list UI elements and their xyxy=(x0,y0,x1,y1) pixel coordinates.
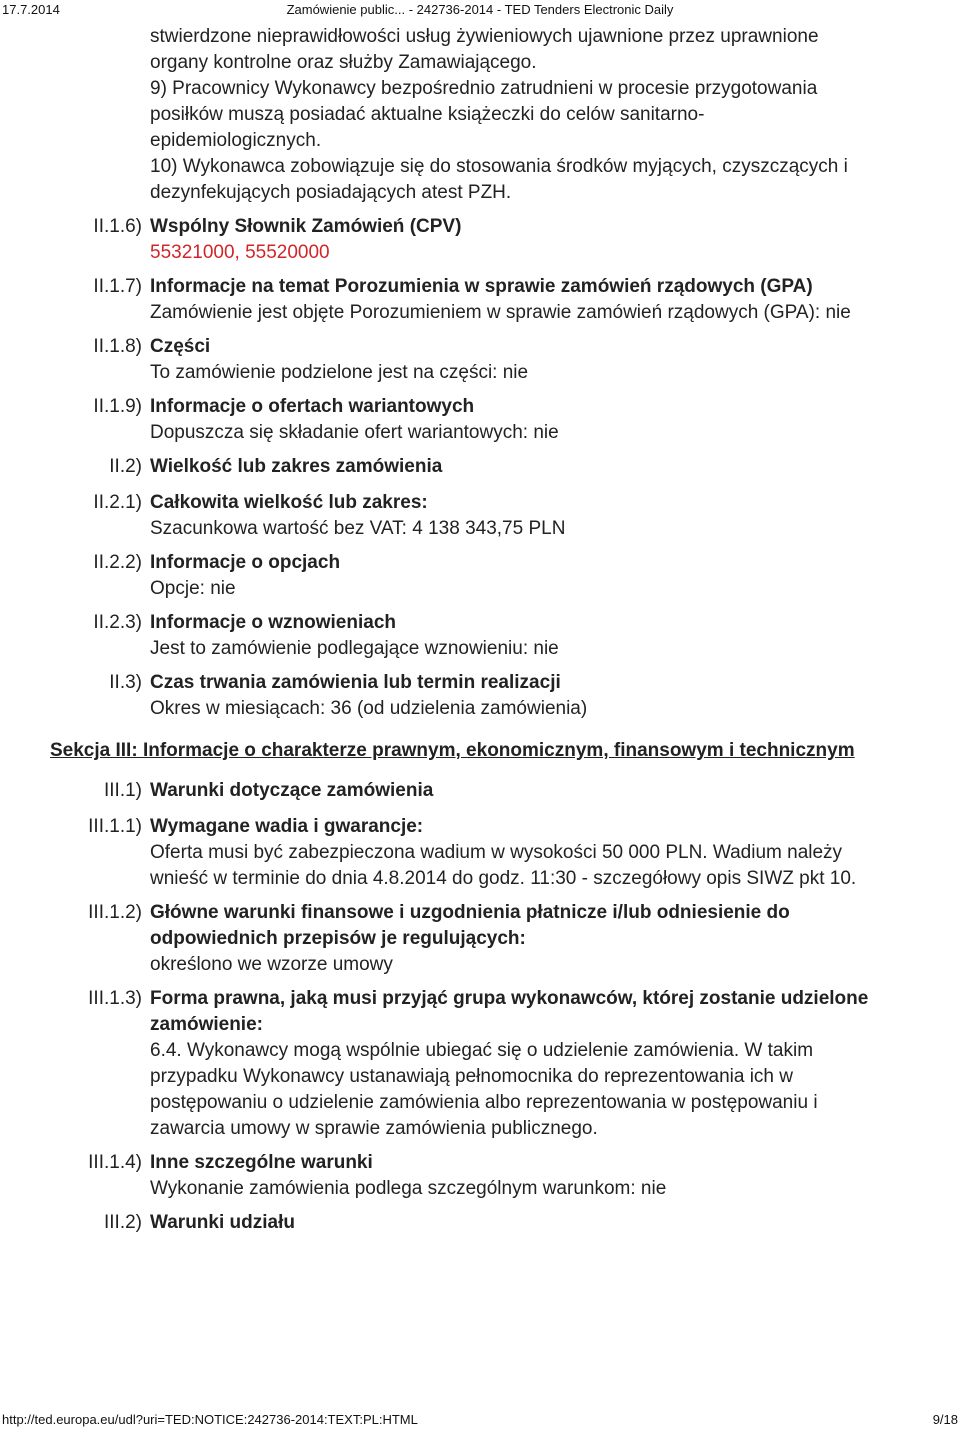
item-body: Jest to zamówienie podlegające wznowieniu: nie xyxy=(150,638,559,659)
section-item xyxy=(0,550,960,602)
item-body: Okres w miesiącach: 36 (od udzielenia zamówienia) xyxy=(150,698,588,719)
item-body: 6.4. Wykonawcy mogą wspólnie ubiegać się o udzielenie zamówienia. W takim przypadku Wykonawcy ustanawiają pełnomocnika do reprezentowania ich w postępowaniu o udzielenie zamówienia albo reprezentowania w postępowaniu i zawarcia umowy w sprawie zamówienia publicznego. xyxy=(150,1040,818,1139)
item-body: Szacunkowa wartość bez VAT: 4 138 343,75 PLN xyxy=(150,518,566,539)
section-item xyxy=(0,670,960,722)
item-heading: Czas trwania zamówienia lub termin realizacji xyxy=(150,672,561,693)
section-item xyxy=(0,334,960,386)
item-number: III.2) xyxy=(103,1212,142,1233)
print-date: 17.7.2014 xyxy=(2,2,60,17)
item-number: III.1.3) xyxy=(88,988,142,1009)
item-number: III.1.4) xyxy=(88,1152,142,1173)
item-number: III.1.2) xyxy=(88,902,142,923)
section-item xyxy=(0,1210,960,1236)
section-item xyxy=(0,900,960,978)
item-number: II.2.1) xyxy=(93,492,142,513)
section-title: Sekcja III: Informacje o charakterze prawnym, ekonomicznym, finansowym i technicznym xyxy=(50,740,855,761)
print-header xyxy=(0,0,960,20)
section-item xyxy=(0,274,960,326)
section-item xyxy=(0,490,960,542)
item-heading: Informacje o ofertach wariantowych xyxy=(150,396,475,417)
item-heading: Wielkość lub zakres zamówienia xyxy=(150,456,443,477)
item-heading: Całkowita wielkość lub zakres: xyxy=(150,492,428,513)
item-heading: Forma prawna, jaką musi przyjąć grupa wykonawców, której zostanie udzielone zamówienie: xyxy=(150,988,869,1035)
print-footer xyxy=(0,1410,960,1430)
section-item xyxy=(0,454,960,480)
item-number: II.1.7) xyxy=(93,276,142,297)
item-number: II.2.3) xyxy=(93,612,142,633)
section-item xyxy=(0,778,960,804)
section-item xyxy=(0,986,960,1142)
section-item xyxy=(0,214,960,266)
section-item xyxy=(0,814,960,892)
cpv-codes-link[interactable]: 55321000, 55520000 xyxy=(150,242,330,263)
source-url: http://ted.europa.eu/udl?uri=TED:NOTICE:242736-2014:TEXT:PL:HTML xyxy=(2,1412,418,1427)
item-number: II.1.6) xyxy=(93,216,142,237)
intro-paragraph: stwierdzone nieprawidłowości usług żywieniowych ujawnione przez uprawnione organy kontrolne oraz służby Zamawiającego. xyxy=(150,26,819,73)
item-number: II.1.9) xyxy=(93,396,142,417)
notice-content xyxy=(0,24,960,1236)
item-body: określono we wzorze umowy xyxy=(150,954,393,975)
item-heading: Informacje o opcjach xyxy=(150,552,341,573)
item-body: Zamówienie jest objęte Porozumieniem w sprawie zamówień rządowych (GPA): nie xyxy=(150,302,851,323)
item-number: II.2.2) xyxy=(93,552,142,573)
section-item xyxy=(0,610,960,662)
item-number: III.1.1) xyxy=(88,816,142,837)
item-number: II.2) xyxy=(109,456,142,477)
item-body: Dopuszcza się składanie ofert wariantowych: nie xyxy=(150,422,559,443)
intro-paragraph: 9) Pracownicy Wykonawcy bezpośrednio zatrudnieni w procesie przygotowania posiłków muszą posiadać aktualne książeczki do celów sanitarno-epidemiologicznych. xyxy=(150,78,818,151)
item-heading: Inne szczególne warunki xyxy=(150,1152,373,1173)
section-item xyxy=(0,1150,960,1202)
item-heading: Warunki dotyczące zamówienia xyxy=(150,780,434,801)
item-body: Wykonanie zamówienia podlega szczególnym warunkom: nie xyxy=(150,1178,667,1199)
item-heading: Wymagane wadia i gwarancje: xyxy=(150,816,424,837)
item-heading: Części xyxy=(150,336,211,357)
item-body: Oferta musi być zabezpieczona wadium w wysokości 50 000 PLN. Wadium należy wnieść w terminie do dnia 4.8.2014 do godz. 11:30 - szczegółowy opis SIWZ pkt 10. xyxy=(150,842,857,889)
item-heading: Wspólny Słownik Zamówień (CPV) xyxy=(150,216,462,237)
item-body: Opcje: nie xyxy=(150,578,236,599)
item-heading: Warunki udziału xyxy=(150,1212,295,1233)
item-heading: Informacje na temat Porozumienia w sprawie zamówień rządowych (GPA) xyxy=(150,276,813,297)
page-title: Zamówienie public... - 242736-2014 - TED Tenders Electronic Daily xyxy=(286,2,674,17)
item-heading: Główne warunki finansowe i uzgodnienia płatnicze i/lub odniesienie do odpowiednich przepisów je regulujących: xyxy=(150,902,790,949)
item-heading: Informacje o wznowieniach xyxy=(150,612,396,633)
page-number: 9/18 xyxy=(932,1412,958,1427)
item-number: II.3) xyxy=(109,672,142,693)
item-body: To zamówienie podzielone jest na części: nie xyxy=(150,362,529,383)
intro-paragraph: 10) Wykonawca zobowiązuje się do stosowania środków myjących, czyszczących i dezynfekujących posiadających atest PZH. xyxy=(150,156,848,203)
section-item xyxy=(0,394,960,446)
item-number: II.1.8) xyxy=(93,336,142,357)
item-number: III.1) xyxy=(103,780,142,801)
